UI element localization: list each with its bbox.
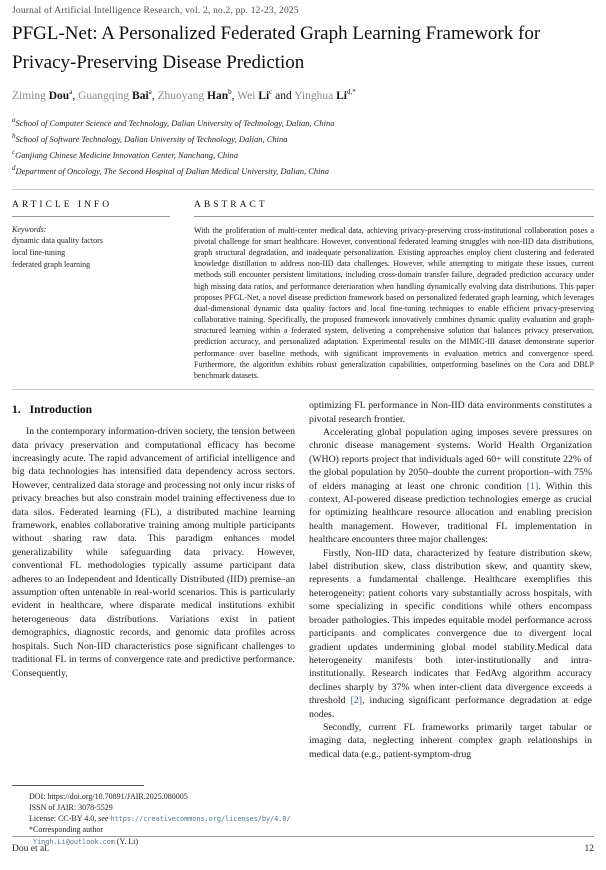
issn-line: ISSN of JAIR: 3078-5529	[29, 802, 113, 812]
author-affiliation-mark: a	[69, 88, 73, 97]
body-paragraph	[309, 547, 592, 721]
left-column	[12, 399, 295, 847]
affiliation-text: School of Computer Science and Technology, Dalian University of Technology, Dalian, China	[15, 118, 335, 128]
author-first-name: Wei	[237, 90, 259, 102]
affiliation	[12, 115, 594, 131]
abstract-rule	[194, 216, 594, 217]
section-heading-introduction	[12, 404, 295, 416]
section-number: 1.	[12, 404, 21, 417]
keywords-label: Keywords:	[12, 224, 47, 234]
page-footer	[12, 836, 594, 854]
left-column-text	[12, 399, 295, 680]
paragraph-text: Firstly, Non-IID data, characterized by feature distribution skew, label distribution skew, class distribution skew, and quantity skew, represents a fundamental challenge. Healthcare exemplifies this heterogeneity: patient cohorts vary substantially across hospitals, with some specializing in specific conditions while others encompass broader pathologies. This impedes equitable model performance across participants and complicates convergence due to divergent local gradient updates undermining global model stability.Medical data heterogeneity manifests both inter-institutionally and intra-institutionally. Research indicates that FedAvg algorithm accuracy declines sharply by 37% when inter-client data divergence exceeds a threshold	[309, 547, 592, 707]
affiliation-list	[12, 115, 594, 180]
body-paragraph: Secondly, current FL frameworks primarily target tabular or imaging data, neglecting inherent complex graph relationships in medical data (e.g., patient-symptom-drug	[309, 721, 592, 760]
author-affiliation-mark: b	[228, 88, 232, 97]
corresponding-author-line: *Corresponding author	[29, 825, 103, 835]
doi-line: DOI: https://doi.org/10.70891/JAIR.2025.080005	[29, 791, 188, 801]
body-paragraph	[309, 426, 592, 547]
author-last-name: Li	[336, 90, 347, 102]
citation-ref-1[interactable]: [1]	[526, 480, 539, 492]
author-last-name: Han	[207, 90, 229, 102]
article-info-rule	[12, 216, 170, 217]
paragraph-text: Accelerating global population aging imposes severe pressures on chronic disease management systems. World Health Organization (WHO) reports project that individuals aged 60+ will constitute 22% of the global population by 2050–double the current proportion–with 75% of elders managing at least one chronic condition	[309, 427, 592, 492]
affiliation-mark: d	[12, 164, 16, 173]
affiliation-mark: a	[12, 116, 16, 125]
author-last-name: Li	[258, 90, 270, 102]
footer-row	[12, 844, 594, 854]
right-column	[309, 399, 592, 847]
author-last-name: Bai	[132, 90, 149, 102]
author-affiliation-mark: d,*	[346, 88, 356, 97]
body-columns	[12, 399, 594, 847]
author-separator: ,	[151, 90, 158, 102]
license-url-link[interactable]: https://creativecommons.org/licenses/by/4.0/	[110, 814, 291, 823]
affiliation-text: School of Software Technology, Dalian University of Technology, Dalian, China	[15, 134, 288, 145]
author-last-name: Dou	[48, 90, 70, 102]
affiliation-mark: c	[12, 148, 16, 157]
paper-title: PFGL-Net: A Personalized Federated Graph Learning Framework for Privacy-Preserving Disease Prediction	[12, 23, 541, 73]
license-line	[12, 813, 295, 825]
author-separator: and	[272, 90, 295, 102]
author	[294, 90, 355, 102]
affiliation	[12, 163, 594, 179]
author-list	[12, 90, 594, 102]
footer-rule	[12, 836, 594, 837]
author	[78, 90, 157, 102]
affiliation-mark: b	[12, 132, 16, 141]
author-first-name: Ziming	[12, 90, 49, 102]
divider-body	[12, 389, 594, 390]
affiliation	[12, 131, 594, 147]
intro-paragraph: In the contemporary information-driven society, the tension between data privacy preservation and computational efficacy has become increasingly acute. The rapid advancement of artificial intelligence and big data technologies has intensified data dependency across sectors. However, centralized data storage and processing not only incur risks of privacy breaches but also constrain model training effectiveness due to data silos. Federated learning (FL), a distributed machine learning framework, enables collaborative training among multiple participants without sharing raw data. This paradigm enhances model generalizability while safeguarding data privacy. However, conventional FL methodologies typically assume participant data adheres to an Independent and Identically Distributed (IID) premise–an assumption often untenable in real-world scenarios. This is particularly evident in healthcare, where disparate medical institutions exhibit heterogeneous data distributions. Variations exist in patient demographics, diagnostic records, and genomic data profiles across hospitals. Such Non-IID characteristics pose significant challenges to traditional FL in terms of convergence rate and predictive performance. Consequently,	[12, 426, 295, 679]
abstract-text: With the proliferation of multi-center medical data, achieving privacy-preserving cross-institutional collaboration poses a pivotal challenge for smart healthcare. However, conventional federated learning struggles with non-IID data distributions, graph structural degradation, and inadequate personalization. Existing approaches employ client clustering and federated knowledge distillation to address non-IID data challenges. However, while attempting to mitigate these issues, current methods still encounter persistent limitations, including cross-domain transfer failure, degraded prediction accuracy under high missing data ratios, and performance deterioration when handling dynamically evolving data distributions. This paper proposes PFGL-Net, a novel disease prediction framework based on personalized federated graph learning, which leverages dual-dimensional dynamic data quality factors and local fine-tuning techniques to enable efficient privacy-preserving collaborative training. Specifically, the proposed framework innovatively combines dynamic quality evaluation and graph-structured learning within a federated system, delivering a comprehensive solution that balances privacy preservation, prediction accuracy, and personalized adaptation. Experimental results on the MIMIC-III dataset demonstrate superior performance over baseline methods, with significant improvements in evaluation metrics and convergence speed. Furthermore, the algorithm exhibits robust generalization capabilities, outperforming baselines on the Cora and DBLP benchmark datasets.	[194, 225, 594, 380]
article-info-heading: ARTICLE INFO	[12, 199, 113, 210]
author-separator: ,	[231, 90, 238, 102]
license-label: License: CC-BY 4.0, see	[29, 813, 111, 823]
affiliation	[12, 147, 594, 163]
keyword-item: federated graph learning	[12, 260, 91, 270]
keyword-item: dynamic data quality factors	[12, 235, 103, 245]
author-affiliation-mark: a	[148, 88, 152, 97]
author-affiliation-mark: c	[269, 88, 273, 97]
author-separator: ,	[72, 90, 79, 102]
section-title: Introduction	[29, 404, 93, 417]
citation-ref-2[interactable]: [2]	[350, 695, 362, 707]
article-info-column	[12, 200, 170, 382]
body-paragraph: optimizing FL performance in Non-IID data environments constitutes a pivotal research frontier.	[309, 400, 592, 425]
author-first-name: Yinghua	[294, 90, 337, 102]
paragraph-text: . Within this context, AI-powered disease prediction technologies emerge as crucial for optimizing healthcare resource allocation and enabling precision health management. However, traditional FL implementation in healthcare encounters three major challenges:	[309, 480, 592, 546]
author	[237, 90, 294, 102]
author-first-name: Guangqing	[78, 90, 133, 102]
footnote-rule	[12, 785, 144, 786]
footer-running-authors: Dou et al.	[12, 844, 50, 854]
abstract-column	[194, 200, 594, 382]
email-suffix: (Y. Li)	[114, 836, 139, 846]
abstract-heading: ABSTRACT	[194, 199, 268, 210]
journal-header-line: Journal of Artificial Intelligence Research, vol. 2, no.2, pp. 12-23, 2025	[12, 6, 299, 16]
info-abstract-block	[12, 190, 594, 390]
footer-page-number: 12	[584, 844, 594, 854]
keyword-item: local fine-tuning	[12, 247, 66, 257]
paragraph-text: , inducing significant performance degradation at edge nodes.	[309, 695, 592, 720]
author	[12, 90, 78, 102]
affiliation-text: Ganjiang Chinese Medicine Innovation Center, Nanchang, China	[15, 150, 238, 161]
author	[158, 90, 238, 102]
author-first-name: Zhuoyang	[157, 90, 208, 102]
email-link[interactable]: Yingh.Li@outlook.com	[33, 837, 115, 846]
affiliation-text: Department of Oncology, The Second Hospital of Dalian Medical University, Dalian, China	[15, 166, 330, 177]
